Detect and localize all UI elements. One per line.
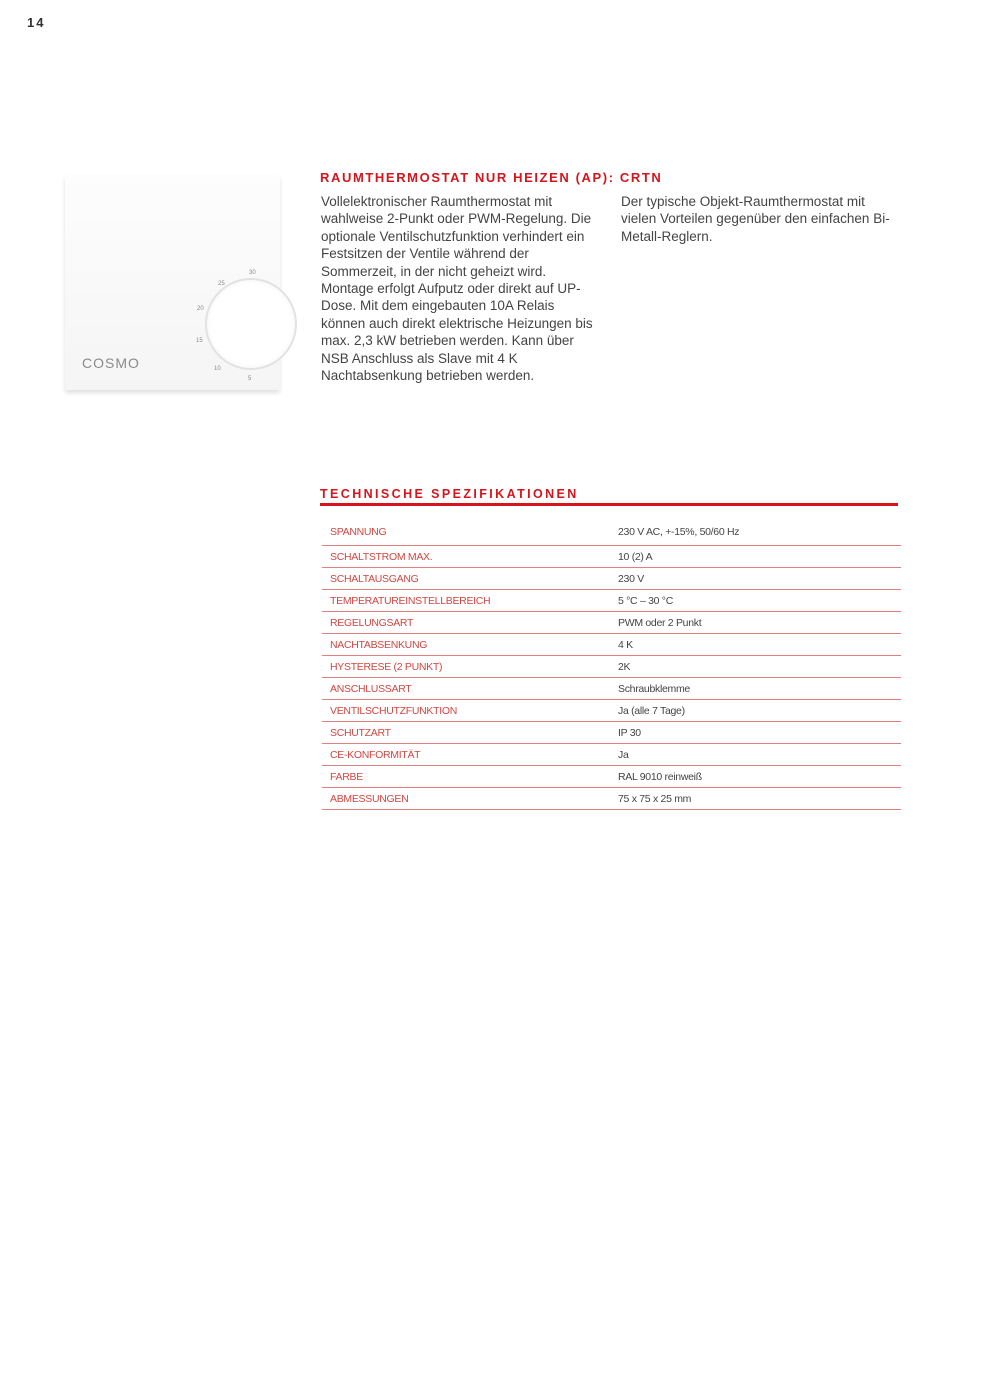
specs-heading-rule — [320, 503, 898, 506]
dial-label: 20 — [197, 306, 204, 312]
spec-row — [322, 766, 901, 788]
spec-row — [322, 568, 901, 590]
cosmo-logo: COSMO — [82, 355, 140, 371]
spec-row — [322, 678, 901, 700]
spec-row — [322, 700, 901, 722]
spec-label: SCHALTSTROM MAX. — [322, 546, 618, 568]
spec-row — [322, 634, 901, 656]
product-heading: RAUMTHERMOSTAT NUR HEIZEN (AP): CRTN — [320, 170, 663, 185]
spec-label: HYSTERESE (2 PUNKT) — [322, 656, 618, 678]
dial-label: 15 — [196, 338, 203, 344]
spec-row — [322, 722, 901, 744]
spec-label: SPANNUNG — [322, 518, 618, 546]
spec-value: 10 (2) A — [618, 546, 901, 568]
spec-label: ABMESSUNGEN — [322, 788, 618, 810]
dial-label: 30 — [249, 270, 256, 276]
page-number: 14 — [27, 15, 46, 30]
dial-label: 25 — [218, 281, 225, 287]
description-col1: Vollelektronischer Raumthermostat mit wahlweise 2-Punkt oder PWM-Regelung. Die optionale Ventilschutzfunktion verhindert ein Festsitzen der Ventile während der Sommerzeit, in der nicht geheizt wird. Montage erfolgt Aufputz oder direkt auf UP-Dose. Mit dem eingebauten 10A Relais können auch direkt elektrische Heizungen bis max. 2,3 kW betrieben werden. Kann über NSB Anschluss als Slave mit 4 K Nachtabsenkung betrieben werden. — [321, 194, 593, 384]
spec-label: ANSCHLUSSART — [322, 678, 618, 700]
spec-label: SCHALTAUSGANG — [322, 568, 618, 590]
spec-value: 230 V — [618, 568, 901, 590]
specs-table — [322, 518, 901, 810]
spec-label: SCHUTZART — [322, 722, 618, 744]
dial-label: 10 — [214, 366, 221, 372]
spec-label: FARBE — [322, 766, 618, 788]
spec-row — [322, 788, 901, 810]
spec-value: RAL 9010 reinweiß — [618, 766, 901, 788]
spec-row — [322, 590, 901, 612]
spec-row — [322, 656, 901, 678]
spec-row — [322, 518, 901, 546]
spec-label: REGELUNGSART — [322, 612, 618, 634]
spec-value: 4 K — [618, 634, 901, 656]
spec-value: Ja — [618, 744, 901, 766]
spec-value: 75 x 75 x 25 mm — [618, 788, 901, 810]
spec-label: TEMPERATUREINSTELLBEREICH — [322, 590, 618, 612]
product-image-thermostat — [65, 175, 280, 390]
dial-knob — [205, 278, 297, 370]
spec-label: CE-KONFORMITÄT — [322, 744, 618, 766]
spec-value: Ja (alle 7 Tage) — [618, 700, 901, 722]
spec-label: NACHTABSENKUNG — [322, 634, 618, 656]
spec-value: IP 30 — [618, 722, 901, 744]
spec-value: PWM oder 2 Punkt — [618, 612, 901, 634]
spec-row — [322, 546, 901, 568]
spec-label: VENTILSCHUTZFUNKTION — [322, 700, 618, 722]
spec-value: 2K — [618, 656, 901, 678]
description-col2: Der typische Objekt-Raumthermostat mit vielen Vorteilen gegenüber den einfachen Bi-Metall-Reglern. — [621, 194, 890, 244]
spec-row — [322, 744, 901, 766]
spec-value: 5 °C – 30 °C — [618, 590, 901, 612]
spec-value: 230 V AC, +-15%, 50/60 Hz — [618, 518, 901, 546]
spec-value: Schraubklemme — [618, 678, 901, 700]
spec-row — [322, 612, 901, 634]
dial-label: 5 — [248, 376, 252, 382]
specs-heading: TECHNISCHE SPEZIFIKATIONEN — [320, 487, 579, 501]
